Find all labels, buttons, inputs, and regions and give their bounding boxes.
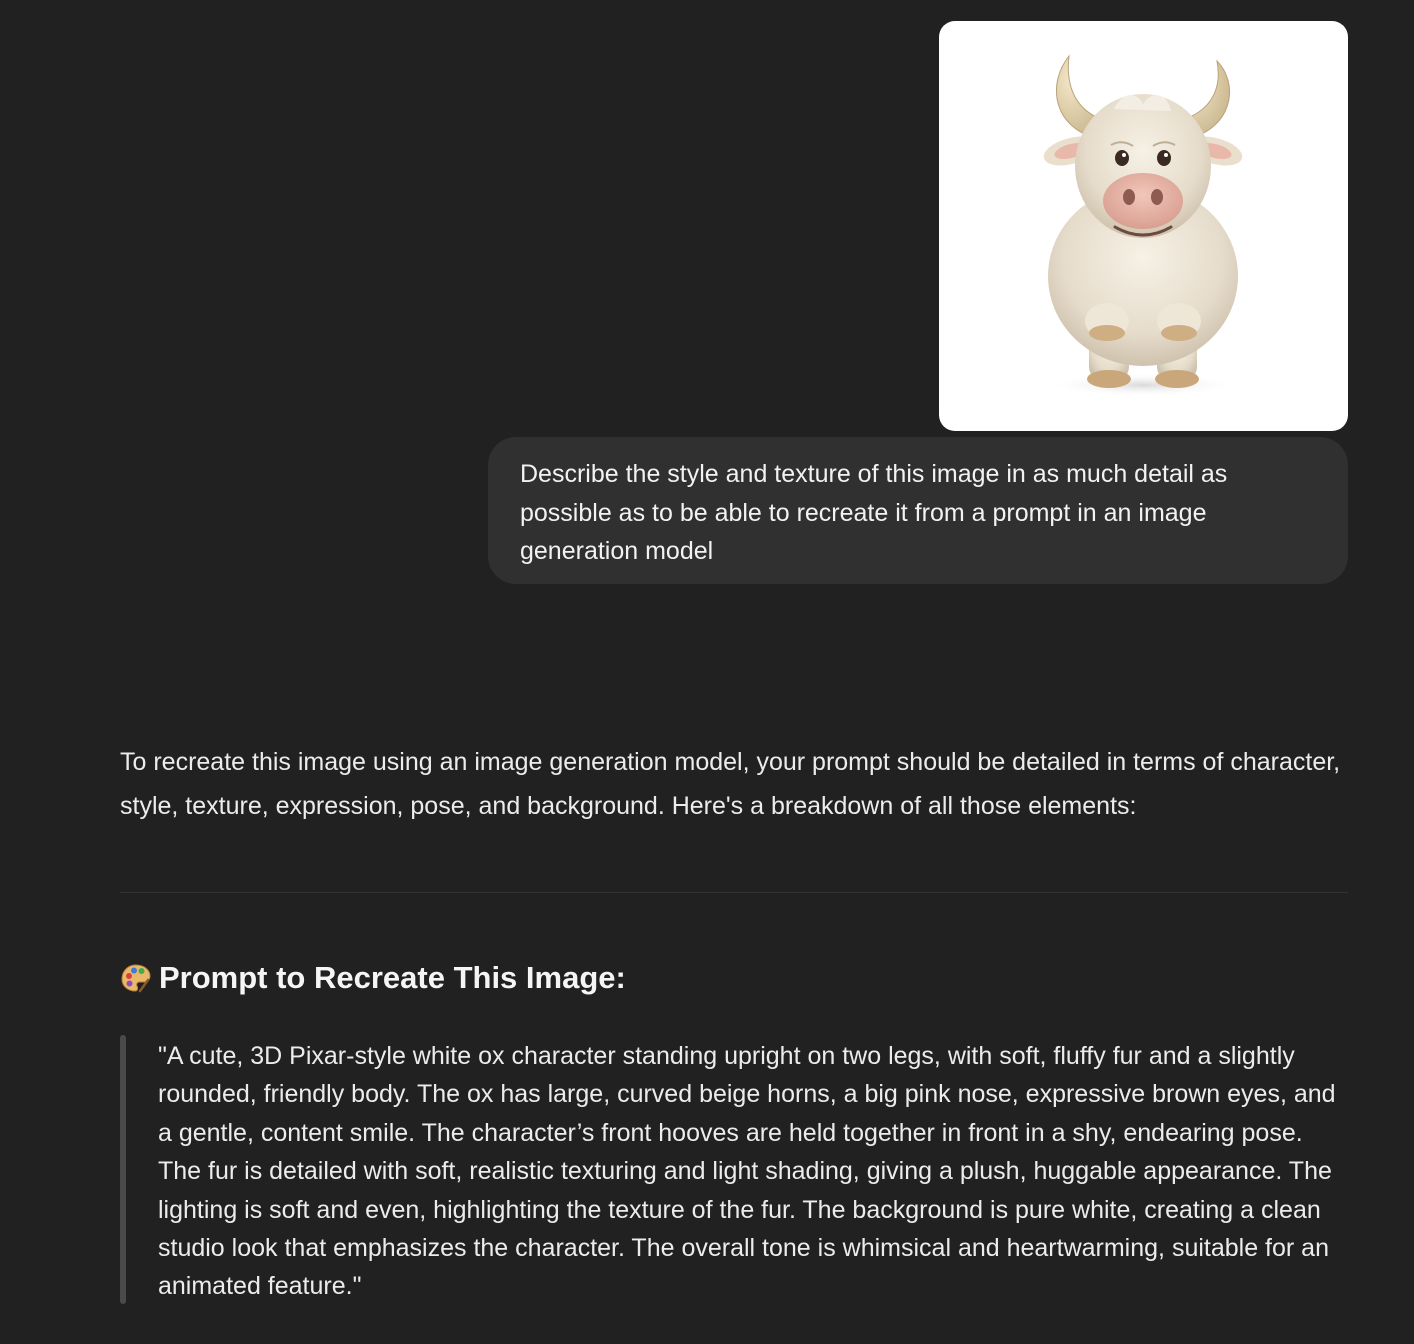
blockquote-bar (120, 1035, 126, 1304)
section-divider (120, 892, 1348, 893)
attached-image[interactable] (939, 21, 1348, 431)
prompt-blockquote (120, 1035, 1352, 1304)
assistant-intro-text: To recreate this image using an image generation model, your prompt should be detailed in terms of character, style, texture, expression, pose, and background. Here's a breakdown of all those elements: (120, 748, 1341, 820)
user-message-text: Describe the style and texture of this image in as much detail as possible as to be able to recreate it from a prompt in an image generation model (520, 460, 1228, 565)
ox-illustration (939, 21, 1348, 431)
user-message-bubble (488, 437, 1348, 584)
assistant-message (120, 740, 1350, 828)
prompt-heading (119, 960, 626, 996)
prompt-quote-text: "A cute, 3D Pixar-style white ox character standing upright on two legs, with soft, fluffy fur and a slightly rounded, friendly body. The ox has large, curved beige horns, a big pink nose, expressive brown eyes, and a gentle, content smile. The character’s front hooves are held together in front in a shy, endearing pose. The fur is detailed with soft, realistic texturing and light shading, giving a plush, huggable appearance. The lighting is soft and even, highlighting the texture of the fur. The background is pure white, creating a clean studio look that emphasizes the character. The overall tone is whimsical and heartwarming, suitable for an animated feature." (158, 1042, 1336, 1301)
palette-icon (119, 961, 153, 995)
prompt-heading-text: Prompt to Recreate This Image: (159, 960, 626, 995)
